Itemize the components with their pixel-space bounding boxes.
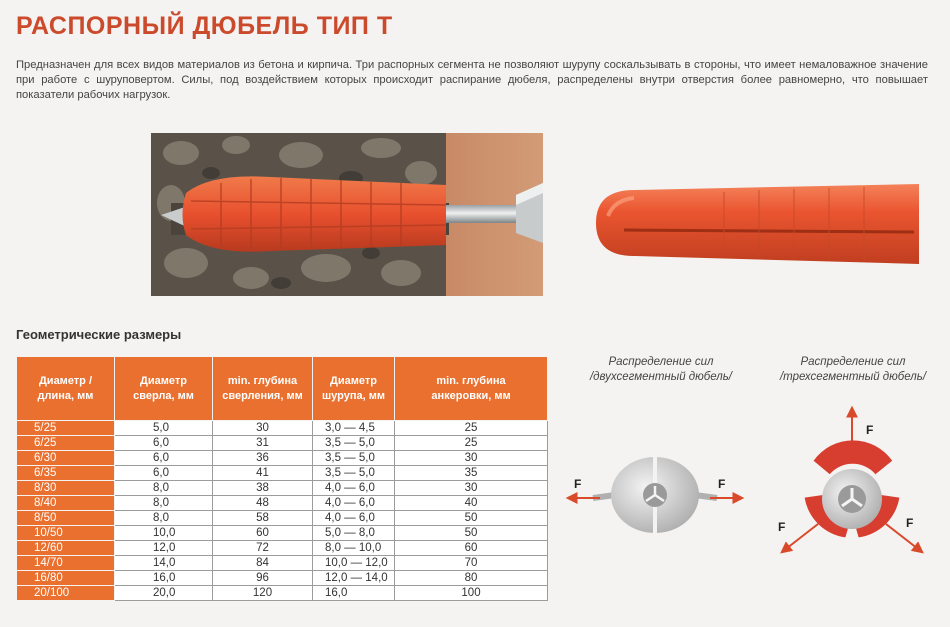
page-title: РАСПОРНЫЙ ДЮБЕЛЬ ТИП Т xyxy=(16,12,393,40)
table-cell: 10/50 xyxy=(17,526,115,541)
table-cell: 25 xyxy=(395,436,548,451)
table-row xyxy=(17,526,548,541)
table-cell: 5,0 — 8,0 xyxy=(313,526,395,541)
table-row xyxy=(17,586,548,601)
table-cell: 6/30 xyxy=(17,451,115,466)
table-cell: 16,0 xyxy=(313,586,395,601)
force-label-left: F xyxy=(778,520,786,534)
table-cell: 6/25 xyxy=(17,436,115,451)
table-cell: 40 xyxy=(395,496,548,511)
three-segment-force-diagram xyxy=(768,402,948,567)
dimensions-table xyxy=(16,356,548,601)
two-segment-force-diagram xyxy=(560,440,750,540)
three-segment-caption: Распределение сил /трехсегментный дюбель/ xyxy=(779,356,927,383)
table-cell: 3,5 — 5,0 xyxy=(313,436,395,451)
intro-text: Предназначен для всех видов материалов из бетона и кирпича. Три распорных сегмента не позволяют шурупу соскальзывать в стороны, что имеет немаловажное значение при работе с шуруповертом. Силы, под воздействием которых происходит распирание дюбеля, распределены внутри отверстия более равномерно, что повышает показатели рабочих нагрузок. xyxy=(16,59,928,101)
table-cell: 4,0 — 6,0 xyxy=(313,481,395,496)
table-cell: 8,0 xyxy=(115,496,213,511)
table-cell: 70 xyxy=(395,556,548,571)
force-label-top: F xyxy=(866,423,874,437)
table-cell: 10,0 xyxy=(115,526,213,541)
table-cell: 8/30 xyxy=(17,481,115,496)
table-cell: 41 xyxy=(213,466,313,481)
table-row xyxy=(17,541,548,556)
table-cell: 20,0 xyxy=(115,586,213,601)
table-cell: 38 xyxy=(213,481,313,496)
table-cell: 14/70 xyxy=(17,556,115,571)
table-row xyxy=(17,511,548,526)
table-cell: 60 xyxy=(395,541,548,556)
table-cell: 60 xyxy=(213,526,313,541)
table-cell: 16/80 xyxy=(17,571,115,586)
header-diameter-length: Диаметр / длина, мм xyxy=(17,357,115,421)
table-cell: 3,0 — 4,5 xyxy=(313,421,395,436)
table-row xyxy=(17,556,548,571)
table-cell: 20/100 xyxy=(17,586,115,601)
table-cell: 5/25 xyxy=(17,421,115,436)
dowel-side-view xyxy=(594,180,924,270)
table-cell: 100 xyxy=(395,586,548,601)
table-row xyxy=(17,436,548,451)
force-label-left: F xyxy=(574,477,582,491)
table-cell: 84 xyxy=(213,556,313,571)
table-cell: 12,0 — 14,0 xyxy=(313,571,395,586)
table-cell: 36 xyxy=(213,451,313,466)
table-cell: 6,0 xyxy=(115,466,213,481)
table-cell: 5,0 xyxy=(115,421,213,436)
table-cell: 6,0 xyxy=(115,436,213,451)
table-cell: 16,0 xyxy=(115,571,213,586)
table-header-row xyxy=(17,357,548,421)
force-label-right: F xyxy=(718,477,726,491)
table-cell: 96 xyxy=(213,571,313,586)
table-cell: 12/60 xyxy=(17,541,115,556)
table-cell: 120 xyxy=(213,586,313,601)
table-cell: 25 xyxy=(395,421,548,436)
table-cell: 80 xyxy=(395,571,548,586)
table-cell: 35 xyxy=(395,466,548,481)
header-drill-diameter: Диаметр сверла, мм xyxy=(115,357,213,421)
table-row xyxy=(17,466,548,481)
header-screw-diameter: Диаметр шурупа, мм xyxy=(313,357,395,421)
table-cell: 4,0 — 6,0 xyxy=(313,496,395,511)
table-cell: 8,0 — 10,0 xyxy=(313,541,395,556)
dowel-installed-photo xyxy=(151,133,543,296)
table-cell: 4,0 — 6,0 xyxy=(313,511,395,526)
table-cell: 14,0 xyxy=(115,556,213,571)
table-cell: 31 xyxy=(213,436,313,451)
two-segment-caption: Распределение сил /двухсегментный дюбель/ xyxy=(589,356,732,383)
force-label-right: F xyxy=(906,516,914,530)
header-min-drill-depth: min. глубина сверления, мм xyxy=(213,357,313,421)
table-cell: 58 xyxy=(213,511,313,526)
header-min-anchor-depth: min. глубина анкеровки, мм xyxy=(395,357,548,421)
table-cell: 72 xyxy=(213,541,313,556)
dimensions-heading: Геометрические размеры xyxy=(16,327,182,342)
table-cell: 50 xyxy=(395,511,548,526)
table-cell: 30 xyxy=(395,451,548,466)
table-cell: 50 xyxy=(395,526,548,541)
table-row xyxy=(17,496,548,511)
table-cell: 30 xyxy=(213,421,313,436)
table-row xyxy=(17,481,548,496)
table-row xyxy=(17,421,548,436)
table-cell: 10,0 — 12,0 xyxy=(313,556,395,571)
table-cell: 3,5 — 5,0 xyxy=(313,451,395,466)
table-cell: 8/40 xyxy=(17,496,115,511)
table-cell: 8,0 xyxy=(115,481,213,496)
table-row xyxy=(17,571,548,586)
table-cell: 12,0 xyxy=(115,541,213,556)
table-cell: 3,5 — 5,0 xyxy=(313,466,395,481)
table-row xyxy=(17,451,548,466)
table-cell: 6,0 xyxy=(115,451,213,466)
table-cell: 6/35 xyxy=(17,466,115,481)
table-cell: 8,0 xyxy=(115,511,213,526)
table-cell: 8/50 xyxy=(17,511,115,526)
table-cell: 30 xyxy=(395,481,548,496)
table-cell: 48 xyxy=(213,496,313,511)
